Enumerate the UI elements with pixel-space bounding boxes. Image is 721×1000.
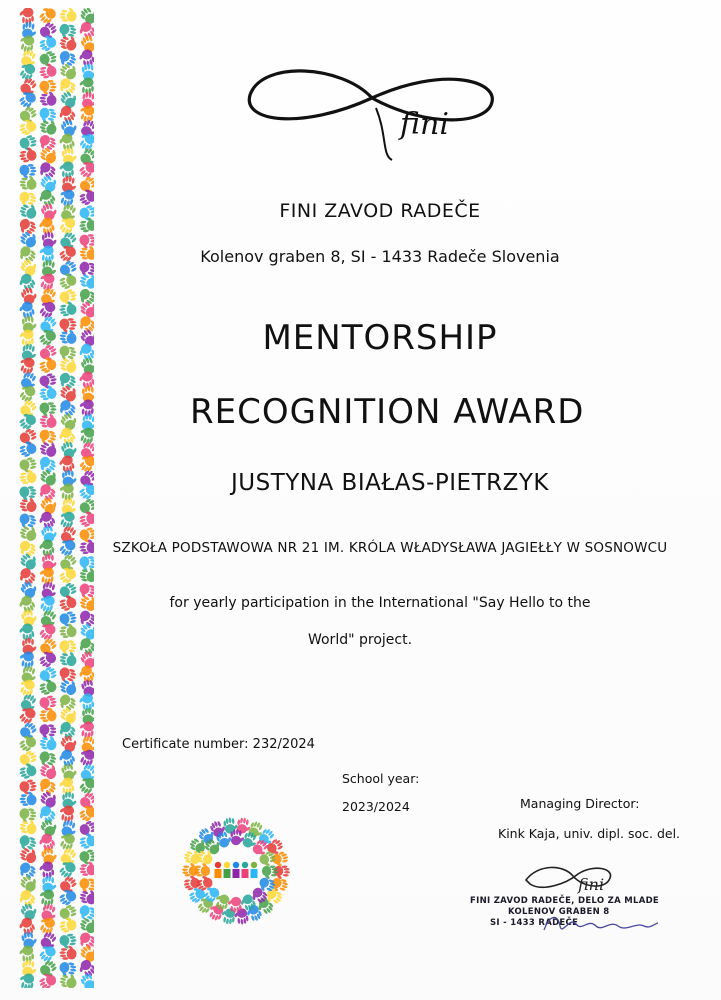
award-title-line2: RECOGNITION AWARD	[190, 392, 585, 432]
organization-name: FINI ZAVOD RADEČE	[279, 200, 481, 222]
certificate-number: Certificate number: 232/2024	[122, 737, 315, 752]
signature-icon	[540, 908, 660, 938]
managing-director-label: Managing Director:	[520, 796, 640, 811]
stamp-logo-text: fini	[578, 875, 605, 894]
managing-director-name: Kink Kaja, univ. dipl. soc. del.	[498, 826, 681, 841]
award-reason-line1: for yearly participation in the International "Say Hello to the	[169, 595, 591, 611]
hand-prints-icon	[12, 8, 94, 988]
say-hello-emblem-icon	[180, 815, 292, 927]
hand-prints-border	[12, 8, 94, 988]
school-year-value: 2023/2024	[342, 799, 410, 814]
award-reason-line2: World" project.	[307, 632, 413, 648]
stamp-line1: FINI ZAVOD RADEČE, DELO ZA MLADE	[470, 896, 660, 906]
stamp-line3: SI - 1433 RADEČE	[490, 918, 579, 928]
stamp-line2: KOLENOV GRABEN 8	[508, 907, 610, 917]
award-title-line1: MENTORSHIP	[262, 318, 498, 358]
school-year-label: School year:	[342, 771, 420, 786]
infinity-fini-logo-icon	[242, 60, 502, 170]
recipient-name: JUSTYNA BIAŁAS-PIETRZYK	[230, 470, 550, 496]
logo-text: fini	[400, 107, 449, 142]
organization-address: Kolenov graben 8, SI - 1433 Radeče Slovenia	[200, 247, 560, 266]
school-name: SZKOŁA PODSTAWOWA NR 21 IM. KRÓLA WŁADYSŁAWA JAGIEŁŁY W SOSNOWCU	[112, 540, 668, 556]
